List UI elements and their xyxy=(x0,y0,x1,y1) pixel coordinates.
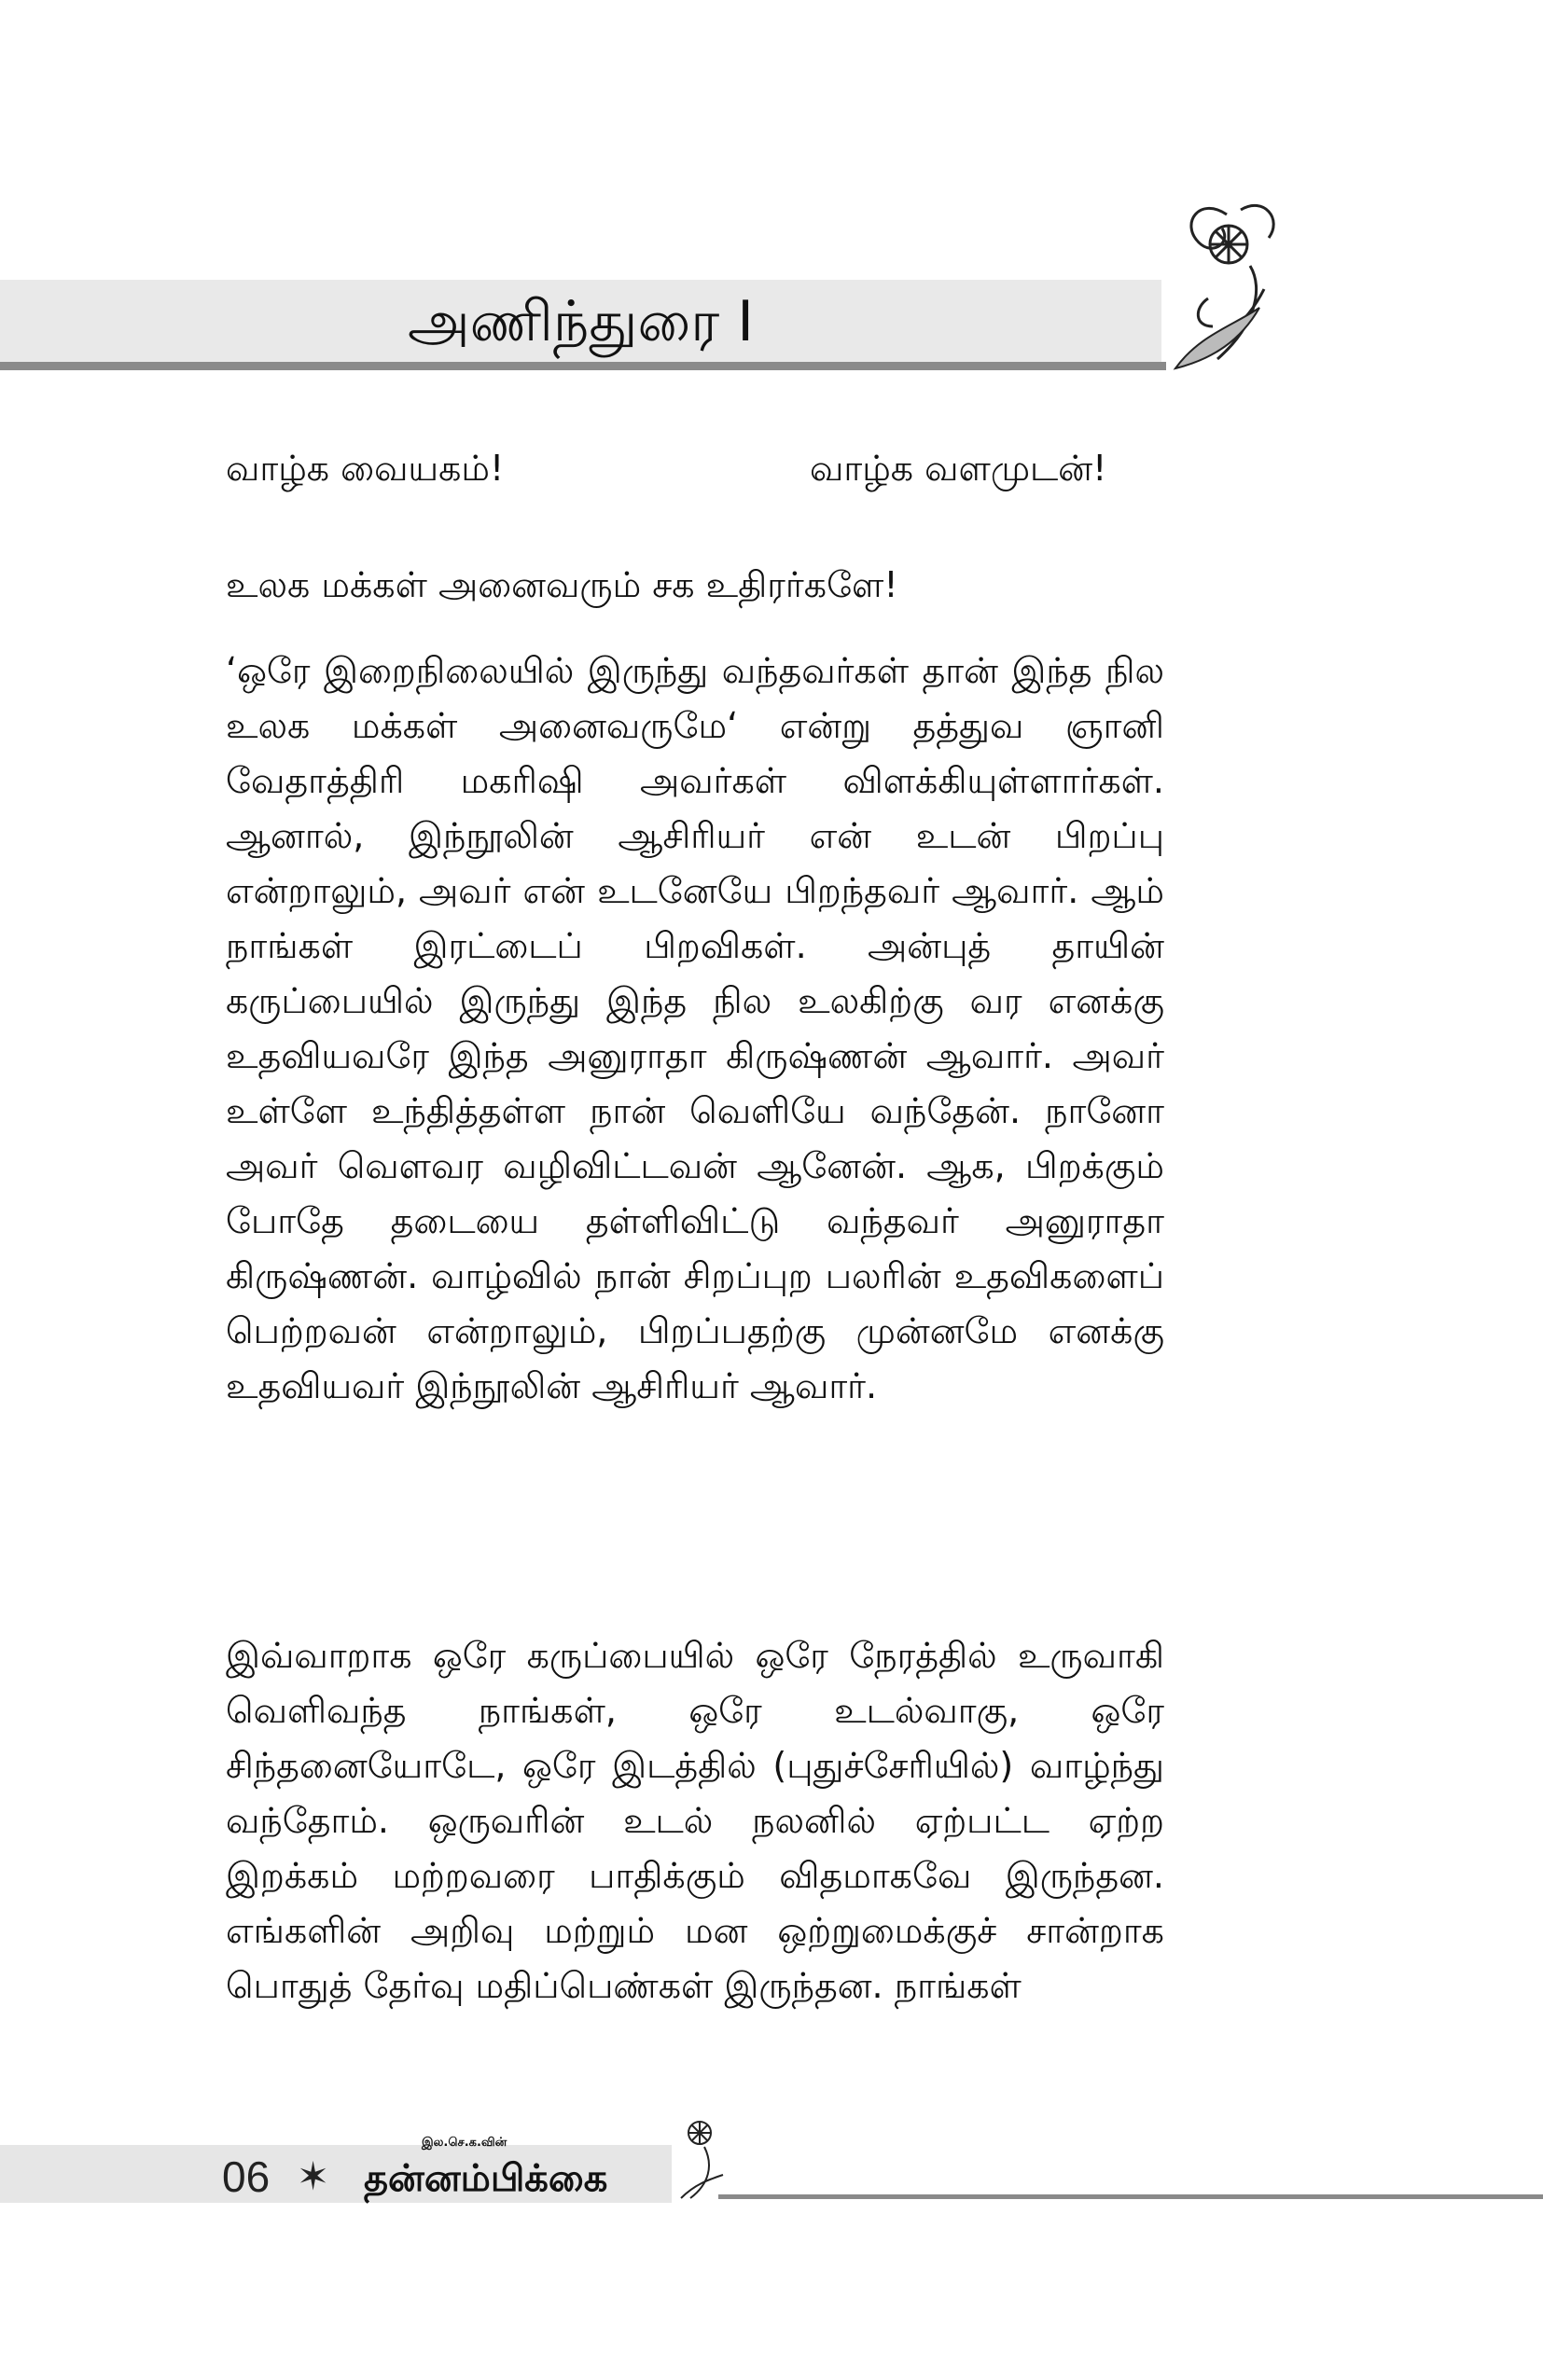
journal-kicker: இல.செ.க.வின் xyxy=(422,2136,507,2150)
greeting-left: வாழ்க வையகம்! xyxy=(226,448,505,489)
journal-name: தன்னம்பிக்கை xyxy=(364,2157,608,2200)
star-icon: ✶ xyxy=(297,2153,330,2199)
footer-rule xyxy=(718,2194,1543,2199)
page-number: 06 xyxy=(222,2152,271,2201)
floral-ornament-icon xyxy=(1161,187,1292,373)
body-paragraph: இவ்வாறாக ஒரே கருப்பையில் ஒரே நேரத்தில் உருவாகி வெளிவந்த நாங்கள், ஒரே உடல்வாகு, ஒரே சிந்தனையோடே, ஒரே இடத்தில் (புதுச்சேரியில்) வாழ்ந்து வந்தோம். ஒருவரின் உடல் நலனில் ஏற்பட்ட ஏற்ற இறக்கம் மற்றவரை பாதிக்கும் விதமாகவே இருந்தன. எங்களின் அறிவு மற்றும் மன ஒற்றுமைக்குச் சான்றாக பொதுத் தேர்வு மதிப்பெண்கள் இருந்தன. நாங்கள் xyxy=(226,1635,1164,2006)
body-paragraph: ‘ஒரே இறைநிலையில் இருந்து வந்தவர்கள் தான் இந்த நில உலக மக்கள் அனைவருமே‘ என்று தத்துவ ஞானி வேதாத்திரி மகரிஷி அவர்கள் விளக்கியுள்ளார்கள். ஆனால், இந்நூலின் ஆசிரியர் என் உடன் பிறப்பு என்றாலும், அவர் என் உடனேயே பிறந்தவர் ஆவார். ஆம் நாங்கள் இரட்டைப் பிறவிகள். அன்புத் தாயின் கருப்பையில் இருந்து இந்த நில உலகிற்கு வர எனக்கு உதவியவரே இந்த அனுராதா கிருஷ்ணன் ஆவார். அவர் உள்ளே உந்தித்தள்ள நான் வெளியே வந்தேன். நானோ அவர் வெளவர வழிவிட்டவன் ஆனேன். ஆக, பிறக்கும் போதே தடையை தள்ளிவிட்டு வந்தவர் அனுராதா கிருஷ்ணன். வாழ்வில் நான் சிறப்புற பலரின் உதவிகளைப் பெற்றவன் என்றாலும், பிறப்பதற்கு முன்னமே எனக்கு உதவியவர் இந்நூலின் ஆசிரியர் ஆவார். xyxy=(226,650,1164,1406)
salutation: உலக மக்கள் அனைவரும் சக உதிரர்களே! xyxy=(226,564,898,605)
greeting-right: வாழ்க வளமுடன்! xyxy=(810,448,1107,489)
chapter-title: அணிந்துரை I xyxy=(408,289,754,354)
chapter-header-rule xyxy=(0,362,1166,370)
footer-ornament-icon xyxy=(672,2110,728,2203)
greeting-row xyxy=(226,440,1159,496)
